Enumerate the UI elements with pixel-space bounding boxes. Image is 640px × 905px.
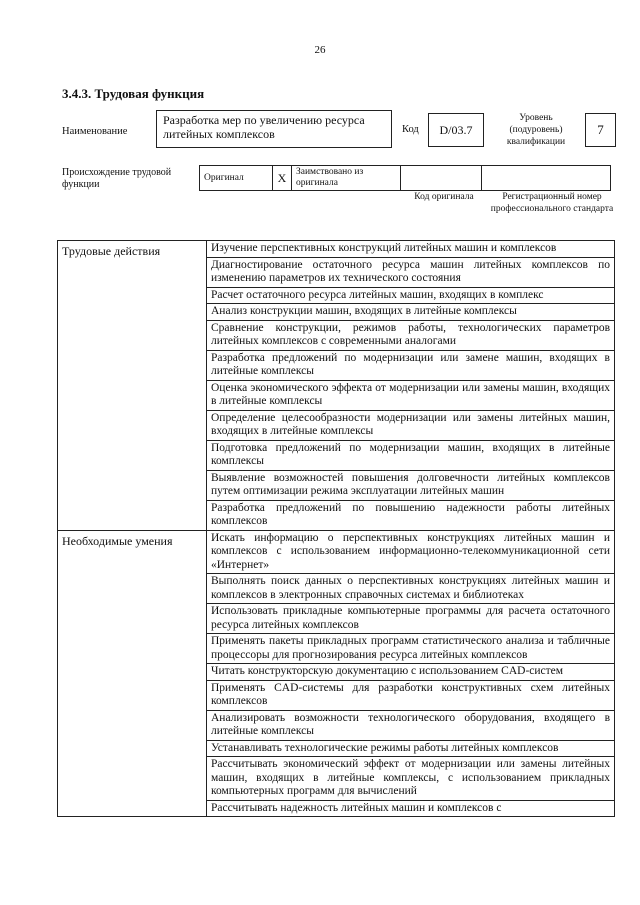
labor-action-item: Изучение перспективных конструкций литейных машин и комплексов bbox=[207, 241, 614, 258]
skill-item: Устанавливать технологические режимы работы литейных комплексов bbox=[207, 741, 614, 758]
skill-item: Использовать прикладные компьютерные программы для расчета остаточного ресурса литейных комплексов bbox=[207, 604, 614, 634]
skill-item: Искать информацию о перспективных конструкциях литейных машин и комплексов с использованием информационно-телекоммуникационной сети «Интернет» bbox=[207, 531, 614, 575]
origin-label: Происхождение трудовой функции bbox=[62, 167, 172, 190]
labor-action-item: Диагностирование остаточного ресурса машин литейных комплексов по изменению параметров их технического состояния bbox=[207, 258, 614, 288]
borrowed-label: Заимствовано из оригинала bbox=[296, 167, 364, 188]
labor-actions-title: Трудовые действия bbox=[58, 241, 207, 531]
labor-action-item: Определение целесообразности модернизации или замены литейных машин, входящих в литейные комплексы bbox=[207, 411, 614, 441]
skill-item: Анализировать возможности технологического оборудования, входящего в литейные комплексы bbox=[207, 711, 614, 741]
original-cell bbox=[200, 166, 273, 191]
original-mark: X bbox=[273, 166, 292, 191]
skills-row bbox=[58, 530, 615, 817]
labor-action-item: Оценка экономического эффекта от модернизации или замены машин, входящих в литейные комплексы bbox=[207, 381, 614, 411]
level-label-line-1: Уровень bbox=[519, 113, 553, 123]
skill-item: Читать конструкторскую документацию с использованием CAD-систем bbox=[207, 664, 614, 681]
page-number: 26 bbox=[314, 44, 326, 56]
level-label-line-3: квалификации bbox=[506, 137, 566, 147]
code-label: Код bbox=[402, 124, 419, 135]
function-details-table bbox=[57, 240, 615, 817]
borrowed-cell bbox=[292, 166, 401, 191]
labor-action-item: Разработка предложений по повышению надежности работы литейных комплексов bbox=[211, 501, 610, 527]
labor-action-item: Расчет остаточного ресурса литейных машин, входящих в комплекс bbox=[207, 288, 614, 305]
labor-action-item: Сравнение конструкции, режимов работы, технологических параметров литейных комплексов с современными аналогами bbox=[207, 321, 614, 351]
labor-action-item: Анализ конструкции машин, входящих в литейные комплексы bbox=[207, 304, 614, 321]
labor-actions-row bbox=[58, 241, 615, 531]
labor-action-item: Подготовка предложений по модернизации машин, входящих в литейные комплексы bbox=[207, 441, 614, 471]
origin-table bbox=[199, 165, 611, 191]
labor-action-item: Разработка предложений по модернизации или замене машин, входящих в литейные комплексы bbox=[207, 351, 614, 381]
code-original-caption: Код оригинала bbox=[414, 192, 474, 202]
name-label: Наименование bbox=[62, 126, 128, 137]
function-name-box: Разработка мер по увеличению ресурса литейных комплексов bbox=[156, 110, 392, 148]
section-title: 3.4.3. Трудовая функция bbox=[62, 86, 205, 101]
skill-item: Рассчитывать экономический эффект от модернизации или замены литейных машин, входящих в литейные комплексы, с использованием прикладных компьютерных программ для вычислений bbox=[207, 757, 614, 801]
skills-list bbox=[207, 530, 615, 817]
code-value-box: D/03.7 bbox=[428, 113, 484, 147]
code-original-cell bbox=[401, 166, 482, 191]
skill-item: Применять CAD-системы для разработки конструктивных схем литейных комплексов bbox=[207, 681, 614, 711]
reg-number-cell bbox=[482, 166, 611, 191]
original-label: Оригинал bbox=[204, 172, 244, 183]
qualification-level-box: 7 bbox=[585, 113, 616, 147]
labor-actions-list bbox=[207, 241, 615, 531]
level-label-line-2: (подуровень) bbox=[509, 125, 563, 135]
skills-title: Необходимые умения bbox=[58, 530, 207, 817]
skill-item: Применять пакеты прикладных программ статистического анализа и табличные процессоры для прогнозирования ресурса литейных комплексов bbox=[207, 634, 614, 664]
reg-number-caption: Регистрационный номер профессионального стандарта bbox=[490, 192, 614, 214]
skill-item: Выполнять поиск данных о перспективных конструкциях литейных машин и комплексов в электронных справочных системах и библиотеках bbox=[207, 574, 614, 604]
skill-item: Рассчитывать надежность литейных машин и комплексов с bbox=[211, 801, 502, 814]
level-label bbox=[494, 112, 578, 148]
labor-action-item: Выявление возможностей повышения долговечности литейных комплексов путем оптимизации режима эксплуатации литейных машин bbox=[207, 471, 614, 501]
